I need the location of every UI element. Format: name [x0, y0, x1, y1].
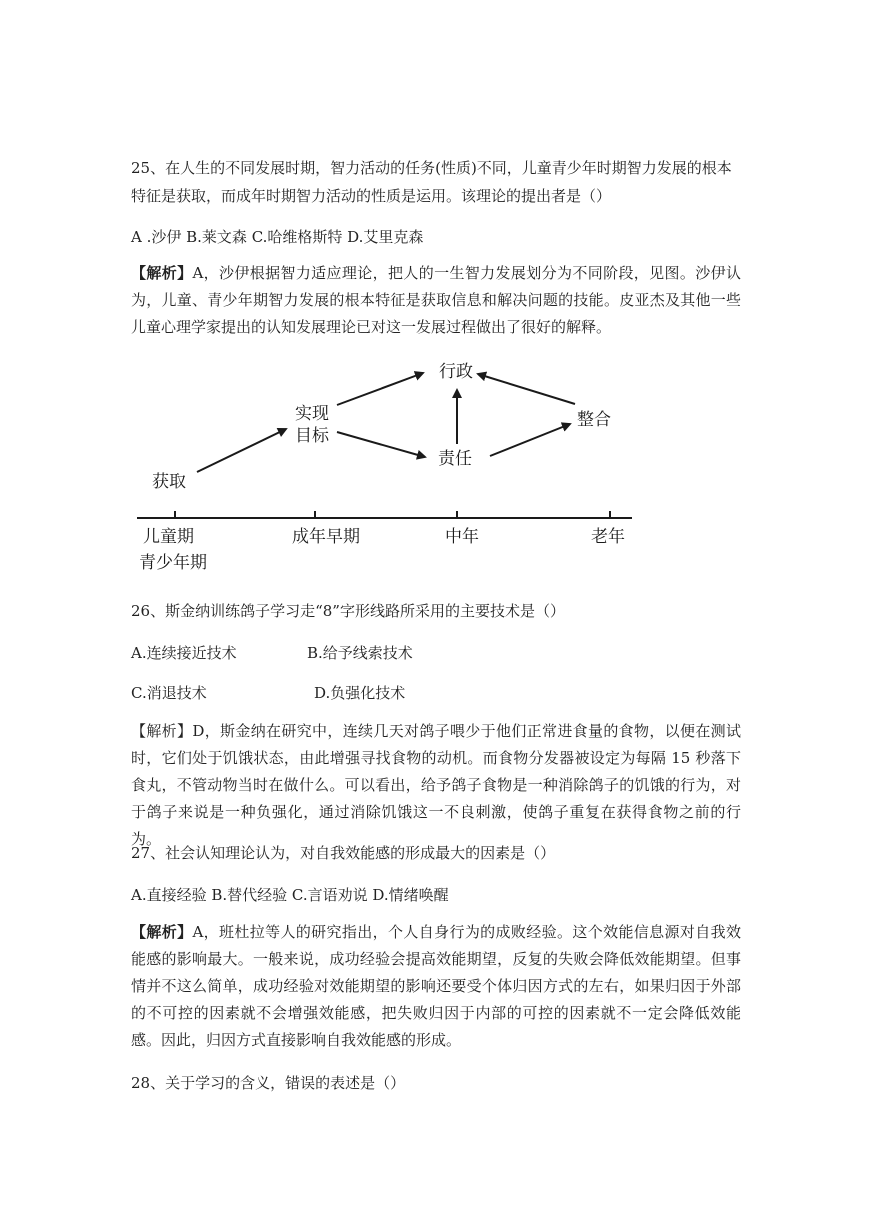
intelligence-stage-diagram — [125, 352, 655, 587]
q25-analysis — [131, 260, 741, 341]
arrow-goal-to-duty — [337, 432, 425, 457]
q27-options: A.直接经验 B.替代经验 C.言语劝说 D.情绪唤醒 — [131, 886, 449, 904]
q26-option-c: C.消退技术 — [131, 684, 207, 702]
axis-label-child-line2: 青少年期 — [139, 553, 207, 573]
q26-analysis — [131, 718, 741, 853]
q25-stem-line2: 特征是获取，而成年时期智力活动的性质是运用。该理论的提出者是（） — [131, 187, 612, 205]
q26-option-d: D.负强化技术 — [314, 684, 406, 702]
node-duty: 责任 — [438, 449, 472, 469]
arrow-duty-to-integrate — [490, 424, 570, 456]
analysis-label: 【解析】 — [131, 264, 193, 282]
q27-analysis — [131, 919, 741, 1054]
node-integrate: 整合 — [577, 410, 611, 430]
q28-stem: 28、关于学习的含义，错误的表述是（） — [131, 1074, 406, 1092]
q25-analysis-text: A，沙伊根据智力适应理论，把人的一生智力发展划分为不同阶段，见图。沙伊认为，儿童、青少年期智力发展的根本特征是获取信息和解决问题的技能。皮亚杰及其他一些儿童心理学家提出的认知发展理论已对这一发展过程做出了很好的解释。 — [131, 264, 741, 336]
analysis-label: 【解析】 — [131, 923, 193, 941]
axis-label-old: 老年 — [591, 527, 625, 547]
node-acquire: 获取 — [152, 472, 186, 492]
q26-option-b: B.给予线索技术 — [307, 644, 413, 662]
node-goal-line2: 目标 — [295, 426, 329, 446]
analysis-label: 【解析】 — [131, 722, 193, 740]
node-admin: 行政 — [439, 362, 473, 382]
q25-stem-line1: 25、在人生的不同发展时期，智力活动的任务(性质)不同，儿童青少年时期智力发展的根本 — [131, 159, 732, 177]
axis-label-middle: 中年 — [445, 527, 479, 547]
arrow-acquire-to-goal — [197, 429, 286, 472]
q26-option-a: A.连续接近技术 — [131, 644, 237, 662]
q27-stem: 27、社会认知理论认为，对自我效能感的形成最大的因素是（） — [131, 844, 556, 862]
q27-analysis-text: A，班杜拉等人的研究指出，个人自身行为的成败经验。这个效能信息源对自我效能感的影响最大。一般来说，成功经验会提高效能期望，反复的失败会降低效能期望。但事情并不这么简单，成功经验对效能期望的影响还要受个体归因方式的左右，如果归因于外部的不可控的因素就不会增强效能感，把失败归因于内部的可控的因素就不一定会降低效能感。因此，归因方式直接影响自我效能感的形成。 — [131, 923, 741, 1049]
arrow-goal-to-admin — [337, 373, 423, 405]
q26-analysis-text: D，斯金纳在研究中，连续几天对鸽子喂少于他们正常进食量的食物，以便在测试时，它们处于饥饿状态，由此增强寻找食物的动机。而食物分发器被设定为每隔 15 秒落下食丸，不管动物当时在做什么。可以看出，给予鸽子食物是一种消除鸽子的饥饿的行为，对于鸽子来说是一种负强化，通过消除饥饿这一不良刺激，使鸽子重复在获得食物之前的行为。 — [131, 722, 741, 848]
arrow-integrate-to-admin — [478, 374, 575, 404]
node-goal-line1: 实现 — [295, 404, 329, 424]
q25-options: A .沙伊 B.莱文森 C.哈维格斯特 D.艾里克森 — [131, 228, 424, 246]
axis-label-early-adult: 成年早期 — [292, 527, 360, 547]
axis-label-child-line1: 儿童期 — [143, 527, 194, 547]
q26-stem: 26、斯金纳训练鸽子学习走“8”字形线路所采用的主要技术是（） — [131, 602, 565, 620]
